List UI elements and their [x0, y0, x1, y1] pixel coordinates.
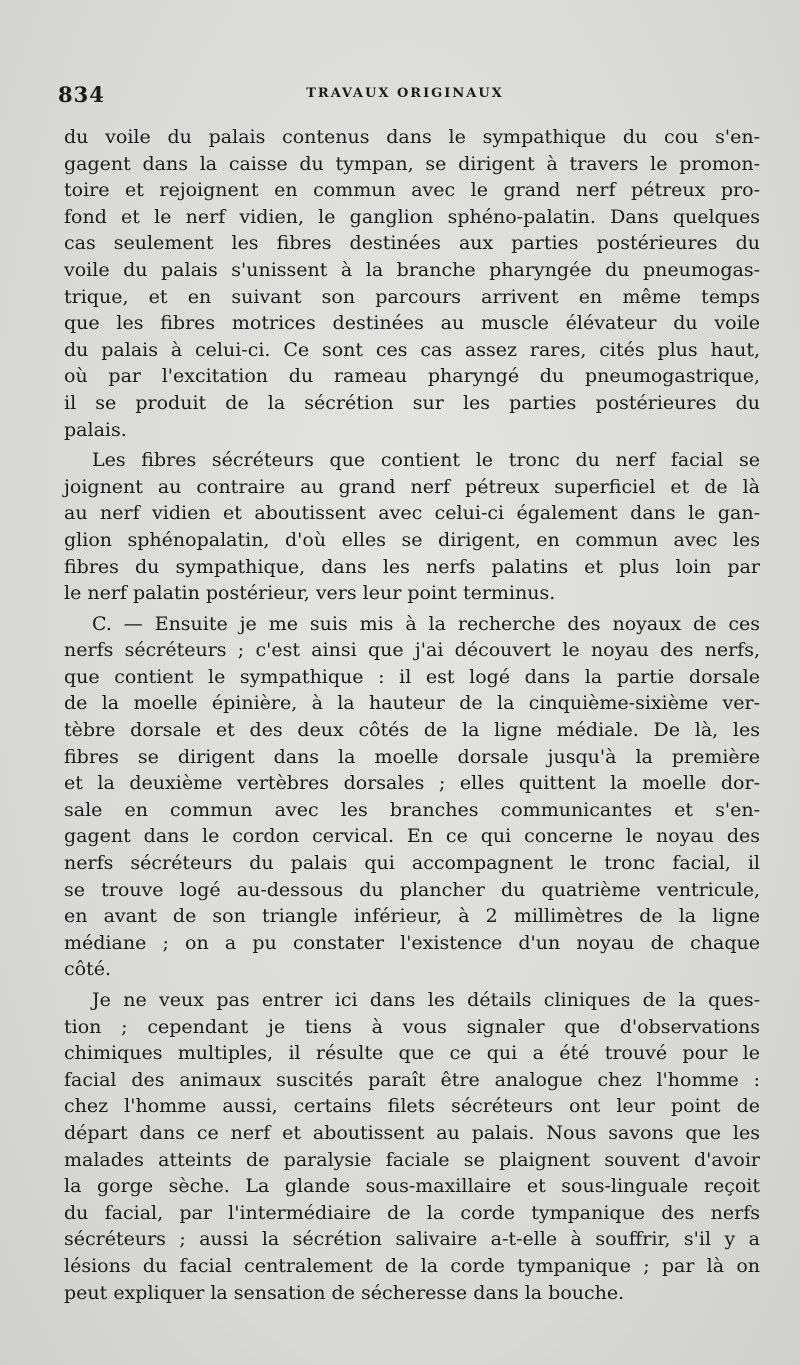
text-line: départ dans ce nerf et aboutissent au palais. Nous savons que les: [64, 1121, 760, 1144]
text-line: voile du palais s'unissent à la branche pharyngée du pneumogas-: [64, 258, 760, 281]
text-line: il se produit de la sécrétion sur les parties postérieures du: [64, 391, 760, 414]
paragraph: [64, 447, 760, 607]
text-line: malades atteints de paralysie faciale se plaignent souvent d'avoir: [64, 1148, 760, 1171]
text-line: du voile du palais contenus dans le sympathique du cou s'en-: [64, 126, 760, 148]
text-line: et la deuxième vertèbres dorsales ; elles quittent la moelle dor-: [64, 772, 760, 795]
text-line: C. — Ensuite je me suis mis à la recherche des noyaux de ces: [92, 612, 760, 635]
text-line: la gorge sèche. La glande sous-maxillaire et sous-linguale reçoit: [64, 1175, 760, 1198]
text-line: gagent dans le cordon cervical. En ce qui concerne le noyau des: [64, 825, 760, 848]
text-line: lésions du facial centralement de la corde tympanique ; par là on: [64, 1254, 760, 1277]
text-line: Les fibres sécréteurs que contient le tronc du nerf facial se: [92, 449, 760, 472]
text-line: où par l'excitation du rameau pharyngé du pneumogastrique,: [64, 365, 760, 388]
text-line: du palais à celui-ci. Ce sont ces cas assez rares, cités plus haut,: [64, 338, 760, 361]
text-line: nerfs sécréteurs ; c'est ainsi que j'ai découvert le noyau des nerfs,: [64, 639, 760, 662]
text-line: tèbre dorsale et des deux côtés de la ligne médiale. De là, les: [64, 719, 760, 742]
paragraph: [64, 987, 760, 1306]
text-line: joignent au contraire au grand nerf pétreux superficiel et de là: [64, 475, 760, 498]
text-line: fibres du sympathique, dans les nerfs palatins et plus loin par: [64, 555, 760, 578]
text-line: de la moelle épinière, à la hauteur de la cinquième-sixième ver-: [64, 692, 760, 715]
text-line: le nerf palatin postérieur, vers leur point terminus.: [64, 582, 556, 605]
text-line: cas seulement les fibres destinées aux parties postérieures du: [64, 232, 760, 255]
text-line: médiane ; on a pu constater l'existence d'un noyau de chaque: [64, 931, 760, 954]
text-line: au nerf vidien et aboutissent avec celui-ci également dans le gan-: [64, 502, 760, 525]
text-line: toire et rejoignent en commun avec le grand nerf pétreux pro-: [64, 179, 760, 202]
text-line: que contient le sympathique : il est logé dans la partie dorsale: [64, 665, 760, 688]
text-line: trique, et en suivant son parcours arrivent en même temps: [64, 285, 760, 308]
text-line: sale en commun avec les branches communicantes et s'en-: [64, 798, 760, 821]
text-line: facial des animaux suscités paraît être analogue chez l'homme :: [64, 1068, 760, 1091]
text-line: tion ; cependant je tiens à vous signaler que d'observations: [64, 1015, 760, 1038]
text-line: peut expliquer la sensation de sécheresse dans la bouche.: [64, 1281, 625, 1304]
page-number: 834: [58, 82, 105, 107]
text-line: se trouve logé au-dessous du plancher du quatrième ventricule,: [64, 878, 760, 901]
text-line: glion sphénopalatin, d'où elles se dirigent, en commun avec les: [64, 528, 760, 551]
text-line: fibres se dirigent dans la moelle dorsale jusqu'à la première: [64, 745, 760, 768]
text-line: chez l'homme aussi, certains filets sécréteurs ont leur point de: [64, 1095, 760, 1118]
page-body: [64, 124, 760, 1310]
text-line: du facial, par l'intermédiaire de la corde tympanique des nerfs: [64, 1201, 760, 1224]
text-line: en avant de son triangle inférieur, à 2 millimètres de la ligne: [64, 905, 760, 928]
paragraph: [64, 611, 760, 983]
page-header: [58, 82, 752, 112]
text-line: palais.: [64, 418, 127, 441]
text-line: que les fibres motrices destinées au muscle élévateur du voile: [64, 312, 760, 335]
text-line: sécréteurs ; aussi la sécrétion salivaire a-t-elle à souffrir, s'il y a: [64, 1228, 760, 1251]
text-line: fond et le nerf vidien, le ganglion sphéno-palatin. Dans quelques: [64, 205, 760, 228]
text-line: Je ne veux pas entrer ici dans les détails cliniques de la ques-: [92, 989, 760, 1011]
text-line: côté.: [64, 958, 111, 981]
text-line: gagent dans la caisse du tympan, se dirigent à travers le promon-: [64, 152, 760, 175]
text-line: nerfs sécréteurs du palais qui accompagnent le tronc facial, il: [64, 852, 760, 875]
paragraph: [64, 124, 760, 443]
text-line: chimiques multiples, il résulte que ce qui a été trouvé pour le: [64, 1042, 760, 1065]
running-title: TRAVAUX ORIGINAUX: [306, 86, 504, 101]
